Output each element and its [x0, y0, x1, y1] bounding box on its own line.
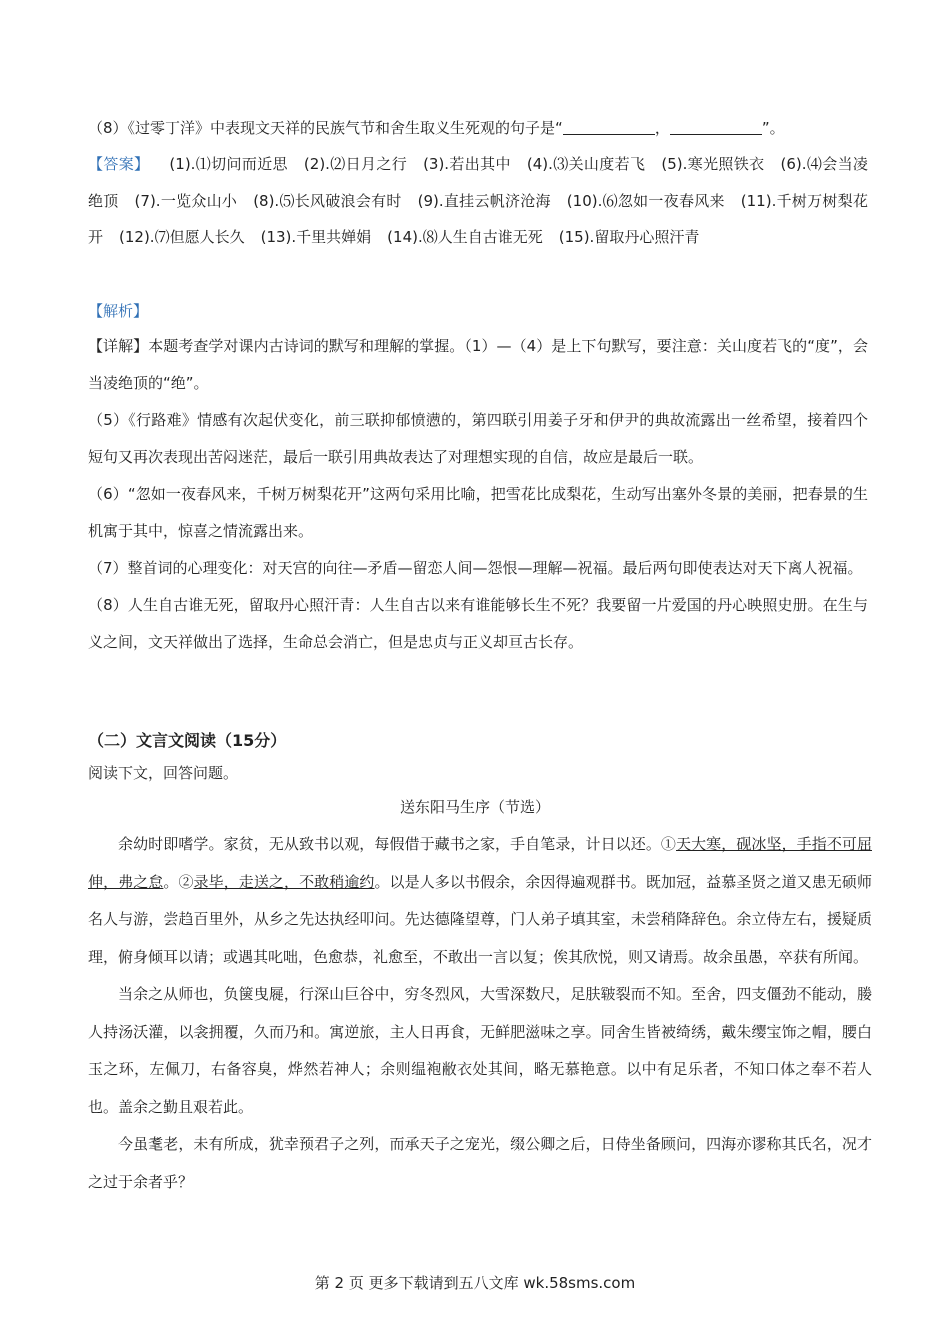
answer-blank-1[interactable]	[563, 118, 655, 135]
answer-item-number: (2).	[303, 155, 330, 173]
question-8-end: ”。	[761, 119, 785, 137]
answer-tag: 【答案】	[88, 155, 150, 173]
analysis-paragraph: （8）人生自古谁无死，留取丹心照汗青：人生自古以来有谁能够长生不死？我要留一片爱国的丹心映照史册。在生与义之间，文天祥做出了选择，生命总会消亡，但是忠贞与正义却亘古长存。	[88, 596, 868, 651]
analysis-tag: 【解析】	[88, 302, 149, 320]
answer-item-text: ⑺但愿人长久	[154, 228, 245, 246]
answer-item-number: (4).	[526, 155, 553, 173]
answer-item-text: 千树万树梨花开	[88, 191, 868, 246]
analysis-detail	[88, 328, 868, 661]
analysis-paragraph: （5）《行路难》情感有次起伏变化，前三联抑郁愤懑的，第四联引用姜子牙和伊尹的典故流露出一丝希望，接着四个短句又再次表现出苦闷迷茫，最后一联引用典故表达了对理想实现的自信，故应是最后一联。	[88, 411, 868, 466]
answer-item-number: (15).	[558, 228, 595, 246]
passage-paragraph-2: 当余之从师也，负箧曳屣，行深山巨谷中，穷冬烈风，大雪深数尺，足肤皲裂而不知。至舍，四支僵劲不能动，媵人持汤沃灌，以衾拥覆，久而乃和。寓逆旅，主人日再食，无鲜肥滋味之享。同舍生皆被绮绣，戴朱缨宝饰之帽，腰白玉之环，左佩刀，右备容臭，烨然若神人；余则缊袍敝衣处其间，略无慕艳意。以中有足乐者，不知口体之奉不若人也。盖余之勤且艰若此。	[88, 985, 872, 1116]
sentence-marker-2: ②	[178, 872, 194, 891]
analysis-paragraph: （7）整首词的心理变化：对天宫的向往—矛盾—留恋人间—怨恨—理解—祝福。最后两句即使表达对天下离人祝福。	[88, 559, 863, 577]
answer-item-text: 留取丹心照汗青	[594, 228, 700, 246]
answer-item-text: ⑹忽如一夜春风来	[602, 191, 725, 210]
underlined-sentence-2: 录毕，走送之，不敢稍逾约	[193, 872, 375, 891]
question-8-separator: ，	[654, 119, 670, 137]
answer-item-number: (9).	[417, 191, 444, 210]
answer-item-number: (3).	[423, 155, 450, 173]
answer-item-text: 寒光照铁衣	[687, 155, 765, 173]
passage-paragraph-3: 今虽耄老，未有所成，犹幸预君子之列，而承天子之宠光，缀公卿之后，日侍坐备顾问，四海亦谬称其氏名，况才之过于余者乎？	[88, 1135, 872, 1191]
analysis-tag-line	[88, 292, 868, 330]
detail-tag: 【详解】	[88, 337, 149, 355]
answer-item-number: (1).	[169, 155, 196, 173]
answer-item-number: (5).	[661, 155, 688, 173]
analysis-paragraph: （6）“忽如一夜春风来，千树万树梨花开”这两句采用比喻，把雪花比成梨花，生动写出塞外冬景的美丽，把春景的生机寓于其中，惊喜之情流露出来。	[88, 485, 868, 540]
answer-item-number: (10).	[566, 191, 603, 210]
answer-item-text: ⑸长风破浪会有时	[279, 191, 402, 210]
sentence-marker-1: ①	[660, 835, 677, 853]
passage-paragraph-1: 余幼时即嗜学。家贫，无从致书以观，每假借于藏书之家，手自笔录，计日以还。①天大寒，砚冰坚，手指不可屈伸，弗之怠。②录毕，走送之，不敢稍逾约。以是人多以书假余，余因得遍观群书。既加冠，益慕圣贤之道又患无硕师名人与游，尝趋百里外，从乡之先达执经叩问。先达德隆望尊，门人弟子填其室，未尝稍降辞色。余立侍左右，援疑质理，俯身倾耳以请；或遇其叱咄，色愈恭，礼愈至，不敢出一言以复；俟其欣悦，则又请焉。故余虽愚，卒获有所闻。	[88, 835, 872, 966]
answer-item-number: (8).	[253, 191, 280, 210]
answer-item-text: ⑶关山度若飞	[552, 155, 646, 173]
answer-block	[88, 146, 868, 256]
answer-item-number: (13).	[260, 228, 297, 246]
answer-item-number: (7).	[134, 191, 161, 210]
answer-item-text: 一览众山小	[160, 191, 238, 210]
answer-item-number: (12).	[119, 228, 155, 246]
answer-items	[88, 155, 868, 246]
answer-item-number: (6).	[780, 155, 807, 173]
section-title: （二）文言文阅读（15分）	[88, 731, 287, 750]
section-intro: 阅读下文，回答问题。	[88, 764, 239, 782]
answer-item-text: ⑴切问而近思	[195, 155, 288, 173]
answer-item-text: ⑵日月之行	[329, 155, 408, 173]
underlined-sentence-1: 天大寒，砚冰坚，手指不可屈伸，弗之怠	[88, 835, 872, 891]
question-8-text: （8）《过零丁洋》中表现文天祥的民族气节和舍生取义生死观的句子是“	[88, 119, 563, 137]
answer-item-text: ⑻人生自古谁无死	[422, 228, 543, 246]
page-footer: 第 2 页 更多下载请到五八文库 wk.58sms.com	[314, 1274, 636, 1292]
answer-item-text: 千里共婵娟	[296, 228, 372, 246]
answer-item-number: (14).	[387, 228, 423, 246]
answer-blank-2[interactable]	[670, 118, 762, 135]
answer-item-text: ⑷会当凌绝顶	[88, 155, 868, 210]
answer-item-text: 若出其中	[449, 155, 511, 173]
analysis-paragraph: 【详解】本题考查学对课内古诗词的默写和理解的掌握。（1）—（4）是上下句默写，要注意：关山度若飞的“度”，会当凌绝顶的“绝”。	[88, 337, 868, 392]
question-8	[88, 110, 868, 146]
answer-item-text: 直挂云帆济沧海	[443, 191, 551, 210]
answer-item-number: (11).	[740, 191, 777, 210]
passage-text	[88, 826, 872, 1201]
passage-title: 送东阳马生序（节选）	[399, 798, 550, 816]
